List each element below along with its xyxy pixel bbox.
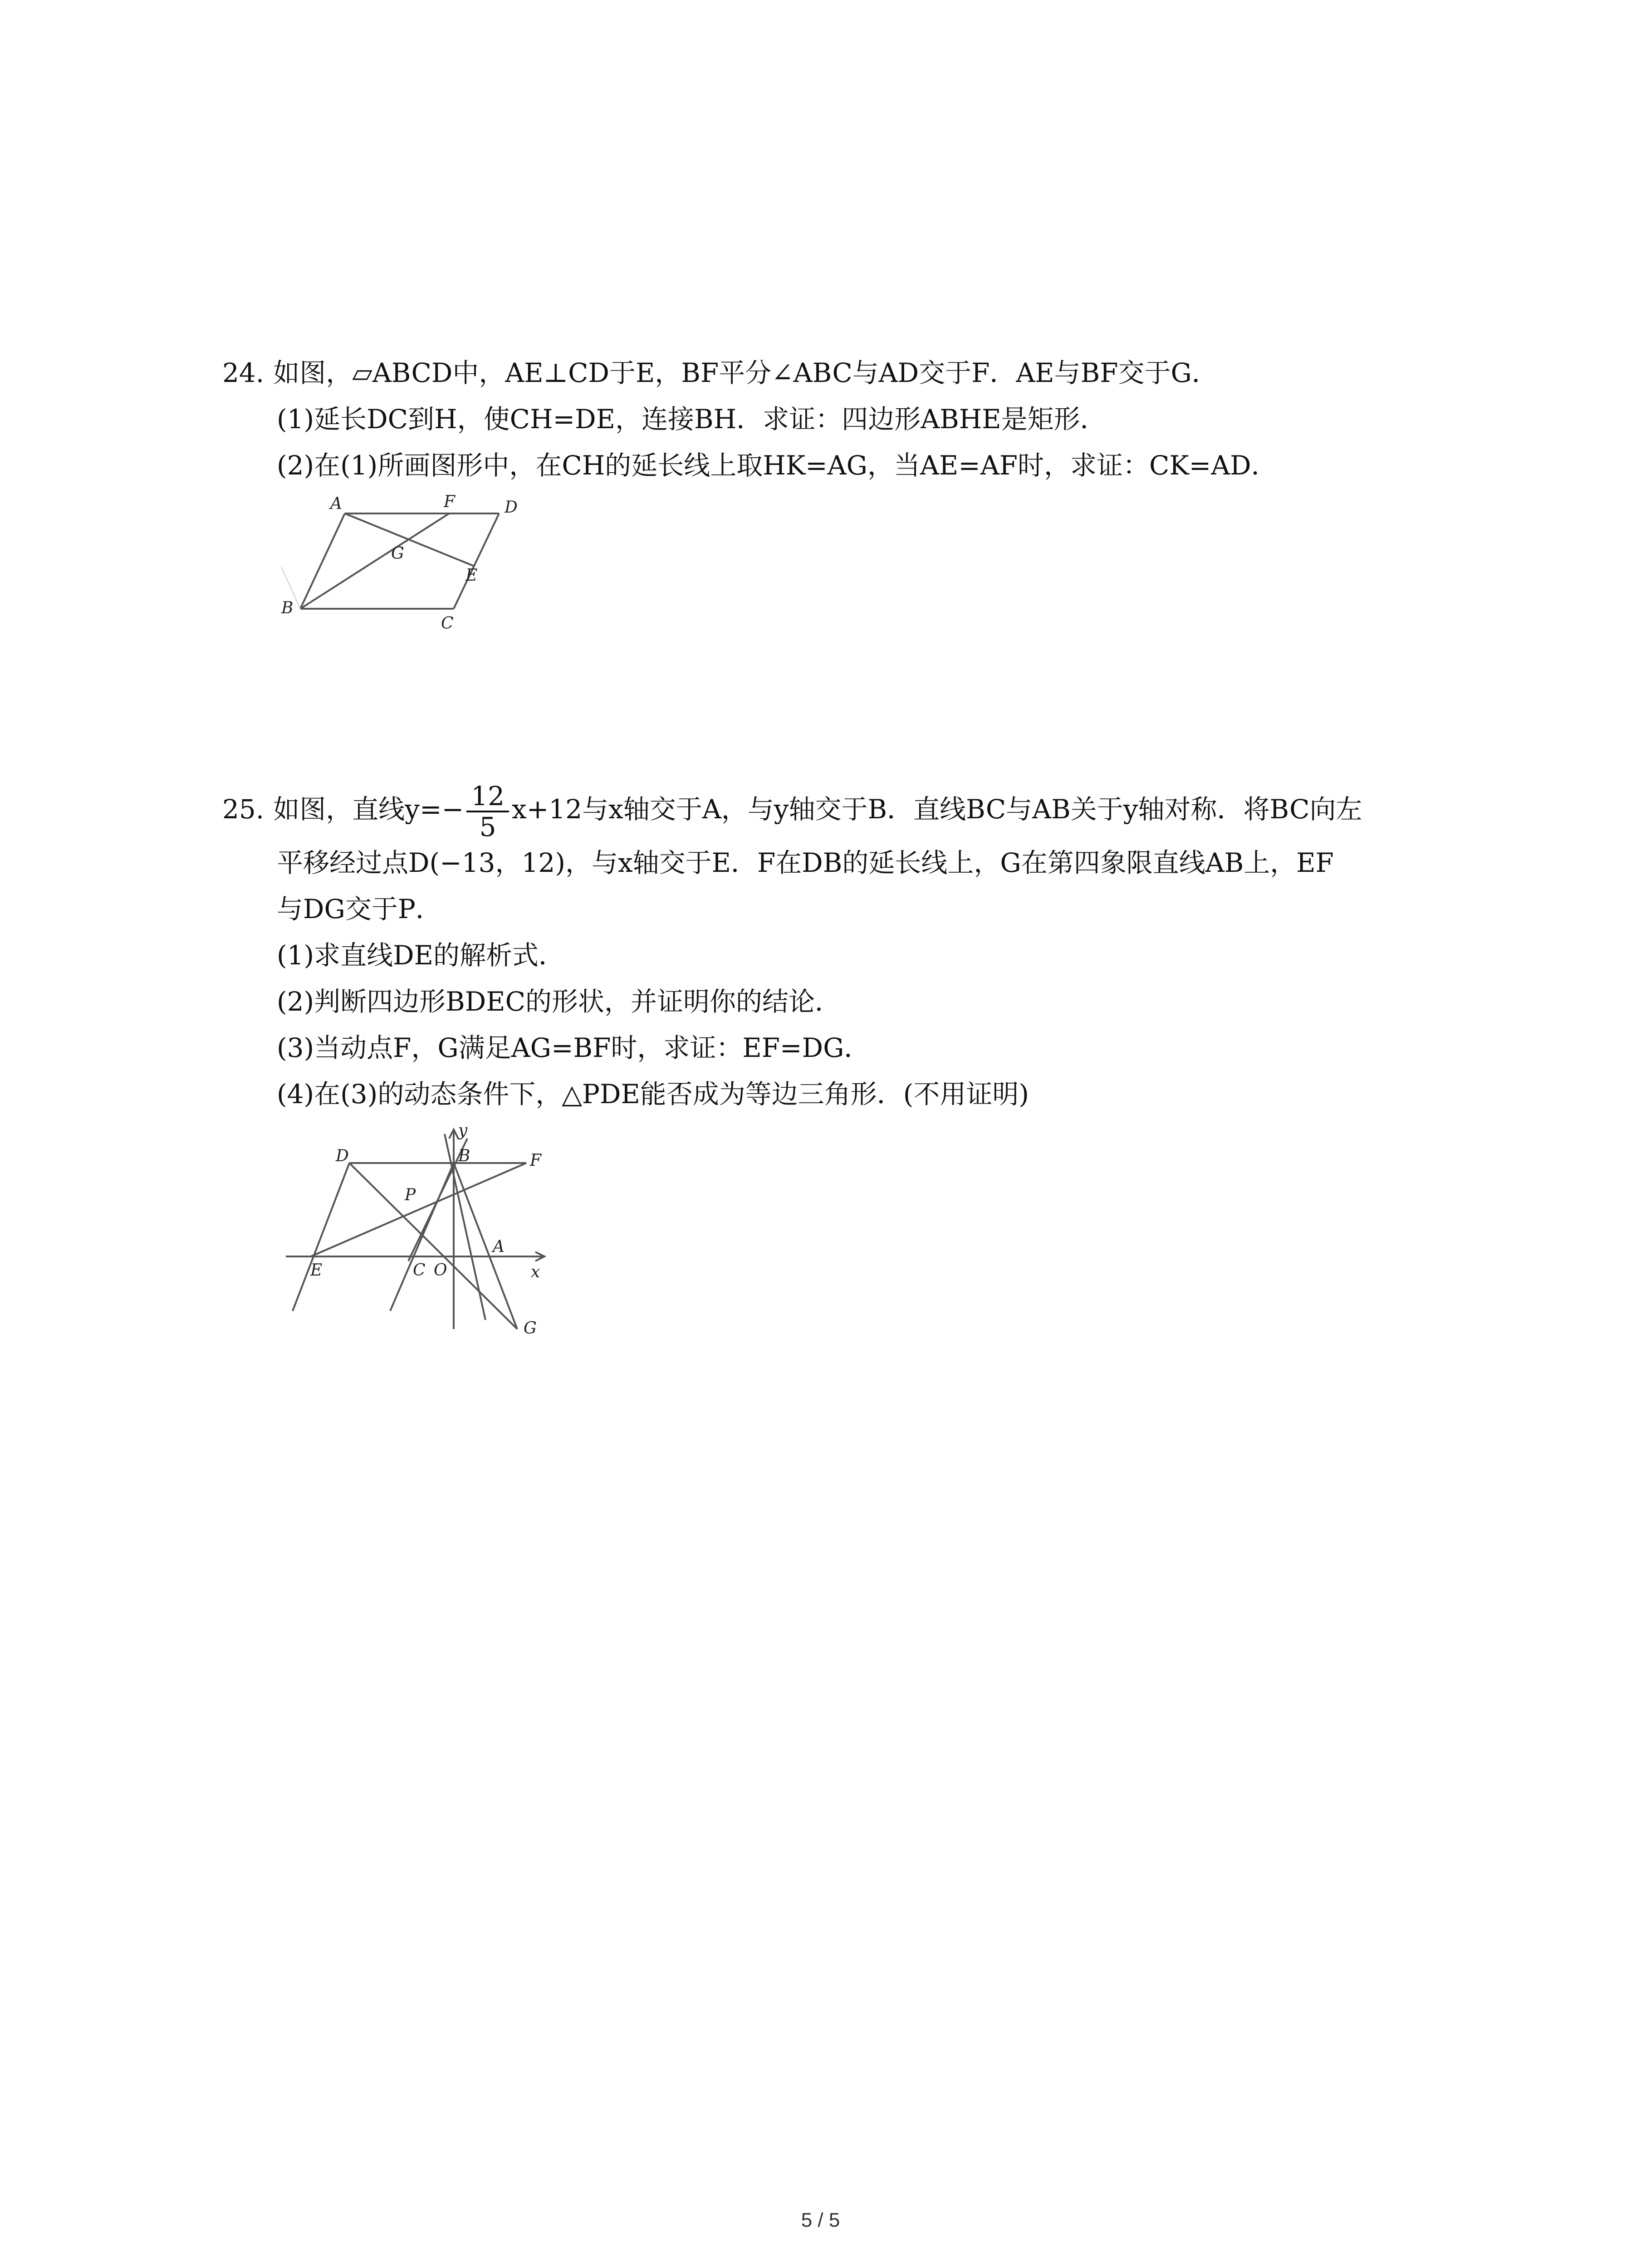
q25-line3: 与DG交于P． <box>277 894 442 924</box>
page-number: 5 / 5 <box>801 2209 840 2231</box>
q25-line2: 平移经过点D(−13，12)，与x轴交于E．F在DB的延长线上，G在第四象限直线AB上，EF <box>277 847 1334 878</box>
q25-figure <box>272 1120 563 1347</box>
q24-label-F: F <box>444 494 455 511</box>
q25-label-C: C <box>413 1261 426 1280</box>
q25-part2: (2)判断四边形BDEC的形状，并证明你的结论． <box>277 986 841 1017</box>
q25-part1: (1)求直线DE的解析式． <box>277 940 565 971</box>
q24-figure <box>272 494 563 644</box>
q25-label-D: D <box>336 1147 349 1165</box>
q25-label-P: P <box>405 1186 416 1204</box>
q25-frac-num: 12 <box>466 782 509 812</box>
q24-label-A: A <box>330 494 342 513</box>
q25-stem-line <box>222 780 1362 841</box>
q24-part2: (2)在(1)所画图形中，在CH的延长线上取HK=AG，当AE=AF时，求证：CK=AD． <box>277 450 1278 481</box>
q24-stem: 如图，▱ABCD中，AE⊥CD于E，BF平分∠ABC与AD交于F．AE与BF交于G． <box>273 357 1218 388</box>
q25-label-F: F <box>530 1151 541 1170</box>
q25-part4: (4)在(3)的动态条件下，△PDE能否成为等边三角形．(不用证明) <box>277 1079 1029 1110</box>
q24-label-D: D <box>505 498 518 517</box>
q25-stem-a: 如图，直线y=− <box>273 794 464 825</box>
q25-label-B: B <box>458 1147 470 1165</box>
q25-label-E: E <box>310 1261 323 1280</box>
q25-number: 25. <box>222 794 265 825</box>
q25-frac-den: 5 <box>479 811 496 842</box>
q24-label-E: E <box>465 566 478 585</box>
q25-label-O: O <box>434 1261 447 1280</box>
q25-label-G: G <box>524 1319 537 1338</box>
q25-stem-b: x+12与x轴交于A，与y轴交于B．直线BC与AB关于y轴对称．将BC向左 <box>512 794 1362 825</box>
q25-part3: (3)当动点F，G满足AG=BF时，求证：EF=DG． <box>277 1032 871 1063</box>
q24-label-C: C <box>441 614 454 633</box>
q24-part1: (1)延长DC到H，使CH=DE，连接BH．求证：四边形ABHE是矩形． <box>277 404 1107 435</box>
q24-label-G: G <box>391 544 404 563</box>
q24-label-B: B <box>281 599 294 617</box>
q25-fraction <box>466 782 509 841</box>
q24-number: 24. <box>222 357 265 388</box>
q25-label-A: A <box>493 1237 505 1256</box>
q24-stem-line <box>222 355 1218 391</box>
q25-label-y: y <box>458 1121 468 1140</box>
q25-label-x: x <box>531 1263 540 1281</box>
